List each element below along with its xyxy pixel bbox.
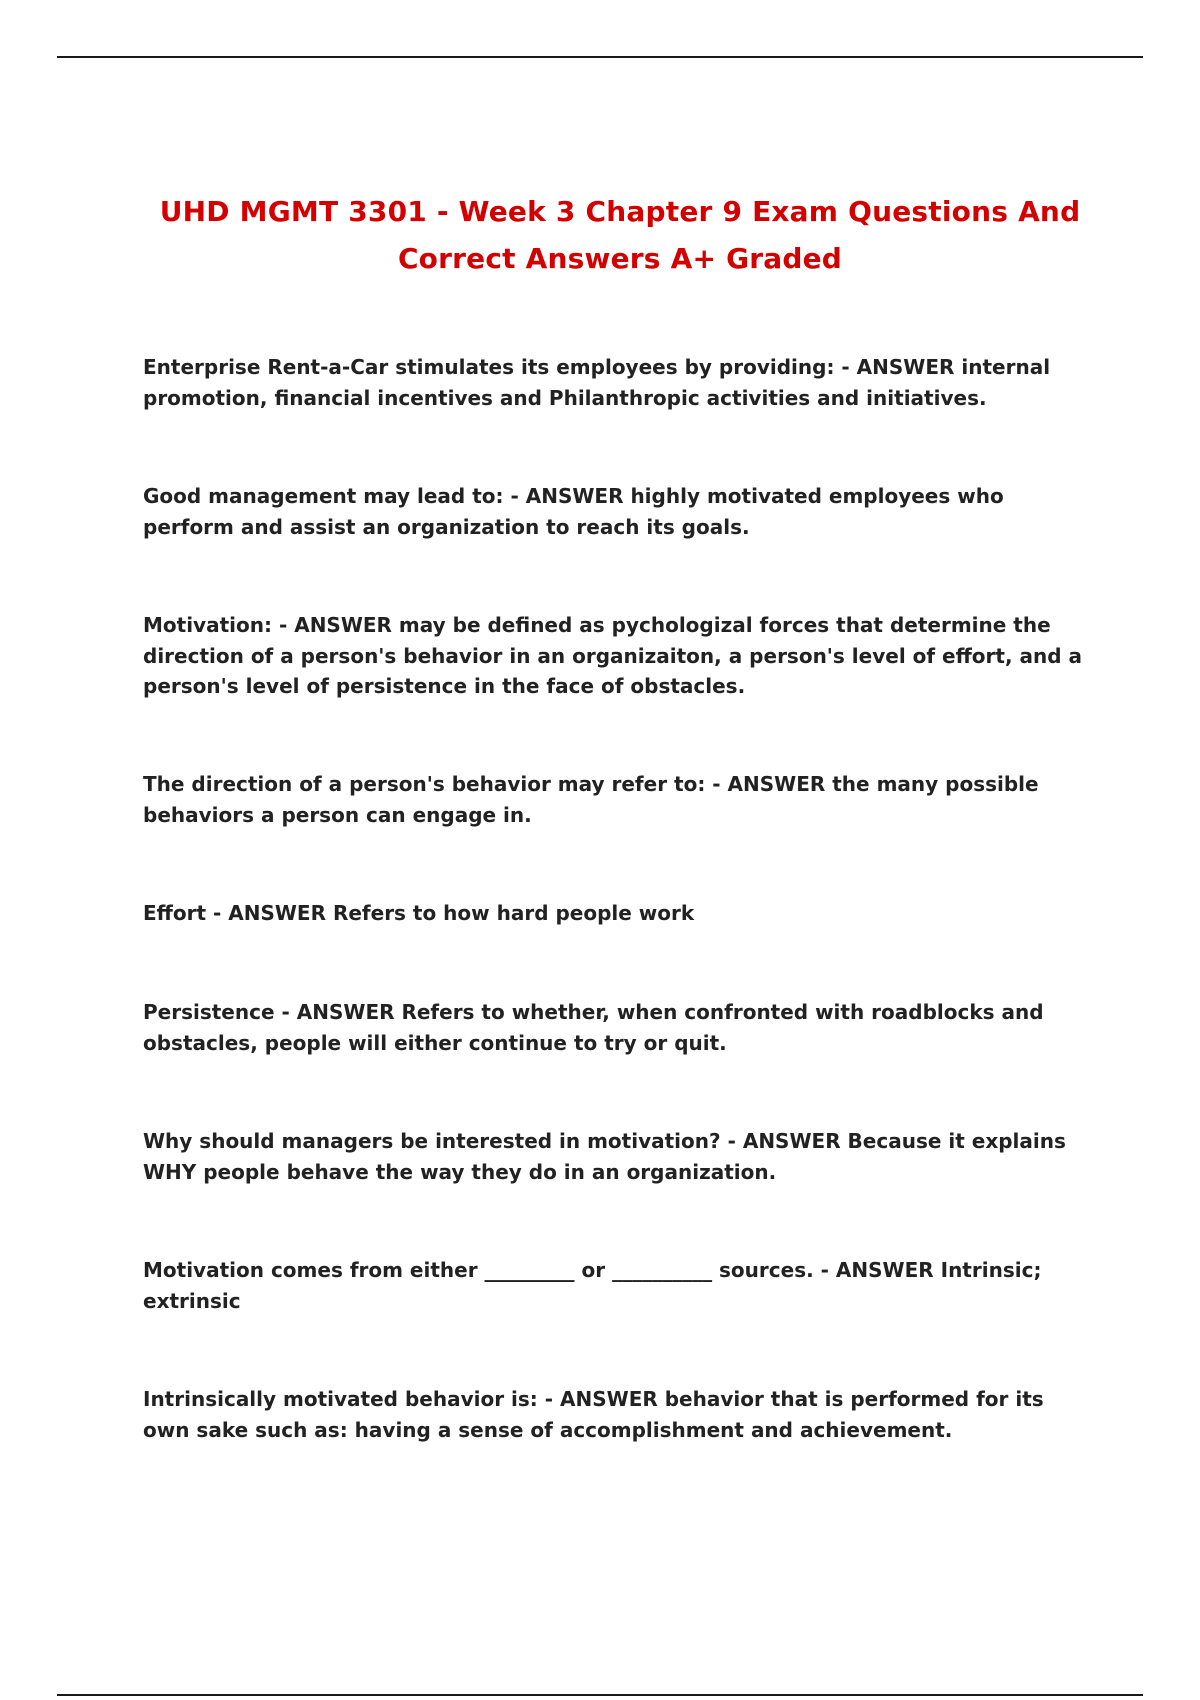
qa-entry: Motivation: - ANSWER may be defined as pychologizal forces that determine the direction of a person's behavior in an organizaiton, a person's level of effort, and a person's level of persistence in the face of obstacles.: [143, 613, 1083, 698]
qa-entry: Enterprise Rent-a-Car stimulates its employees by providing: - ANSWER internal promotion, financial incentives and Philanthropic activities and initiatives.: [143, 355, 1051, 410]
bottom-divider: [57, 1694, 1143, 1696]
qa-list: [143, 352, 1083, 1454]
qa-entry: Good management may lead to: - ANSWER highly motivated employees who perform and assist an organization to reach its goals.: [143, 484, 1004, 539]
qa-entry: Motivation comes from either _________ or __________ sources. - ANSWER Intrinsic; extrinsic: [143, 1258, 1042, 1313]
qa-entry: Intrinsically motivated behavior is: - ANSWER behavior that is performed for its own sake such as: having a sense of accomplishment and achievement.: [143, 1387, 1044, 1442]
document-title: UHD MGMT 3301 - Week 3 Chapter 9 Exam Questions And Correct Answers A+ Graded: [159, 195, 1081, 275]
qa-entry: Why should managers be interested in motivation? - ANSWER Because it explains WHY people behave the way they do in an organization.: [143, 1129, 1066, 1184]
qa-entry: The direction of a person's behavior may refer to: - ANSWER the many possible behaviors a person can engage in.: [143, 772, 1039, 827]
top-divider: [57, 56, 1143, 58]
qa-entry: Persistence - ANSWER Refers to whether, when confronted with roadblocks and obstacles, people will either continue to try or quit.: [143, 1000, 1044, 1055]
qa-entry: Effort - ANSWER Refers to how hard people work: [143, 901, 695, 925]
